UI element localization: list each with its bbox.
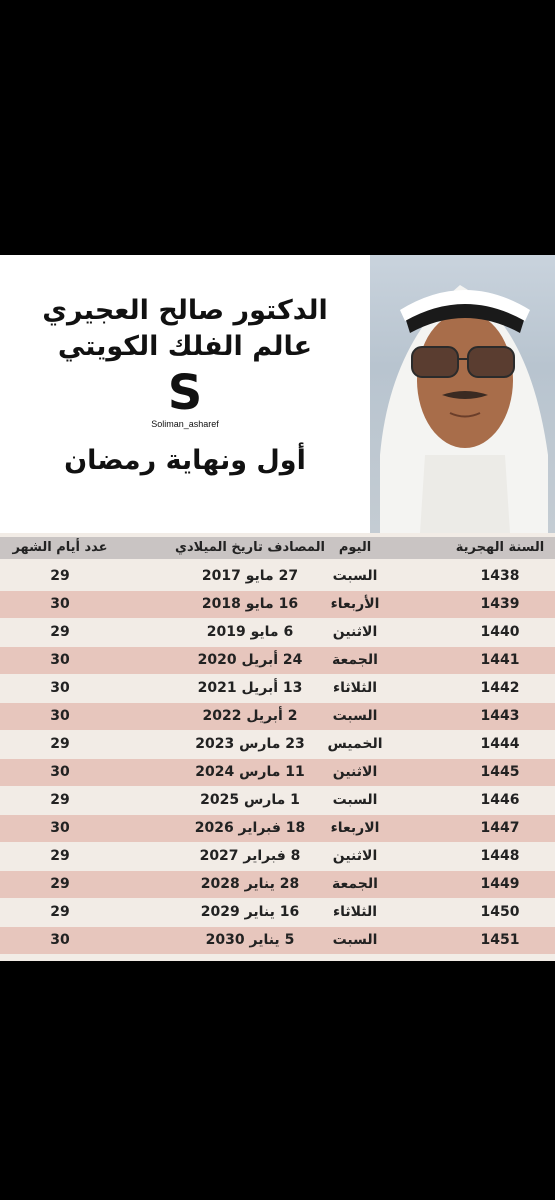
cell-year: 1438 xyxy=(480,568,520,584)
cell-day: السبت xyxy=(332,932,378,948)
cell-day: الاربعاء xyxy=(330,820,380,836)
title-line-name: الدكتور صالح العجيري xyxy=(42,295,328,326)
cell-date: 28 يناير 2028 xyxy=(200,876,300,892)
cell-date: 23 مارس 2023 xyxy=(195,736,305,752)
cell-year: 1441 xyxy=(480,652,520,668)
cell-days: 29 xyxy=(50,904,70,920)
cell-day: السبت xyxy=(332,708,378,724)
cell-year: 1451 xyxy=(480,932,520,948)
table-row xyxy=(0,787,555,814)
header-banner xyxy=(0,255,555,533)
cell-day: الاثنين xyxy=(332,848,378,864)
table-row xyxy=(0,759,555,786)
cell-year: 1443 xyxy=(480,708,520,724)
title-block xyxy=(0,255,370,533)
cell-day: الثلاثاء xyxy=(332,904,378,920)
cell-day: السبت xyxy=(332,792,378,808)
cell-days: 29 xyxy=(50,624,70,640)
cell-year: 1444 xyxy=(480,736,520,752)
cell-date: 2 أبريل 2022 xyxy=(202,708,298,724)
cell-year: 1449 xyxy=(480,876,520,892)
cell-days: 30 xyxy=(50,932,70,948)
cell-year: 1447 xyxy=(480,820,520,836)
cell-day: الاثنين xyxy=(332,624,378,640)
channel-logo xyxy=(150,367,220,429)
cell-day: الخميس xyxy=(327,736,383,752)
header-gregorian-date: المصادف تاريخ الميلادي xyxy=(175,540,325,555)
cell-date: 16 مايو 2018 xyxy=(201,596,299,612)
cell-day: الاثنين xyxy=(332,764,378,780)
cell-days: 30 xyxy=(50,596,70,612)
table-row xyxy=(0,563,555,590)
cell-year: 1439 xyxy=(480,596,520,612)
cell-date: 6 مايو 2019 xyxy=(206,624,294,640)
ramadan-table xyxy=(0,533,555,961)
table-row xyxy=(0,619,555,646)
cell-days: 29 xyxy=(50,568,70,584)
cell-days: 29 xyxy=(50,848,70,864)
cell-days: 29 xyxy=(50,792,70,808)
table-row xyxy=(0,647,555,674)
portrait-photo xyxy=(370,255,555,533)
cell-year: 1446 xyxy=(480,792,520,808)
cell-date: 1 مارس 2025 xyxy=(200,792,300,808)
cell-date: 24 أبريل 2020 xyxy=(197,652,303,668)
cell-year: 1450 xyxy=(480,904,520,920)
cell-days: 30 xyxy=(50,652,70,668)
cell-year: 1445 xyxy=(480,764,520,780)
portrait-illustration xyxy=(370,255,555,533)
cell-date: 8 فبراير 2027 xyxy=(199,848,301,864)
cell-date: 11 مارس 2024 xyxy=(195,764,305,780)
cell-date: 27 مايو 2017 xyxy=(201,568,299,584)
table-row xyxy=(0,703,555,730)
table-row xyxy=(0,899,555,926)
cell-days: 30 xyxy=(50,820,70,836)
cell-year: 1442 xyxy=(480,680,520,696)
cell-year: 1440 xyxy=(480,624,520,640)
table-row xyxy=(0,815,555,842)
header-month-days: عدد أيام الشهر xyxy=(12,540,108,555)
cell-day: الجمعة xyxy=(332,652,378,668)
cell-date: 13 أبريل 2021 xyxy=(197,680,303,696)
cell-day: الأربعاء xyxy=(330,596,380,612)
table-row xyxy=(0,927,555,954)
cell-days: 30 xyxy=(50,708,70,724)
cell-date: 16 يناير 2029 xyxy=(200,904,300,920)
cell-day: الثلاثاء xyxy=(332,680,378,696)
table-row xyxy=(0,843,555,870)
table-row xyxy=(0,731,555,758)
cell-date: 18 فبراير 2026 xyxy=(194,820,306,836)
header-day: اليوم xyxy=(338,540,372,555)
title-line-role: عالم الفلك الكويتي xyxy=(57,331,313,362)
cell-days: 29 xyxy=(50,876,70,892)
table-header-row xyxy=(0,537,555,559)
table-row xyxy=(0,871,555,898)
cell-day: السبت xyxy=(332,568,378,584)
table-row xyxy=(0,591,555,618)
cell-days: 30 xyxy=(50,764,70,780)
logo-handle: Soliman_asharef xyxy=(151,419,219,429)
cell-days: 29 xyxy=(50,736,70,752)
cell-days: 30 xyxy=(50,680,70,696)
header-hijri-year: السنة الهجرية xyxy=(455,540,545,555)
cell-day: الجمعة xyxy=(332,876,378,892)
cell-year: 1448 xyxy=(480,848,520,864)
cell-date: 5 يناير 2030 xyxy=(205,932,295,948)
logo-letter: S xyxy=(167,365,203,421)
table-row xyxy=(0,675,555,702)
title-line-subject: أول ونهاية رمضان xyxy=(64,445,306,476)
